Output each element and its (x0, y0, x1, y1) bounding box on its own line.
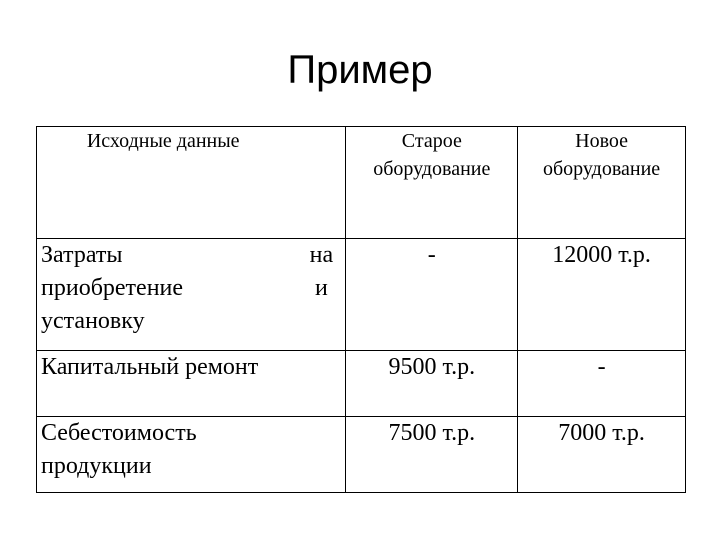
cell-old-value: 9500 т.р. (346, 351, 518, 417)
header-new-line1: Новое (575, 130, 629, 152)
row-label-side-word: и (315, 275, 328, 301)
row-label-line: приобретение (41, 275, 184, 301)
table-row (37, 417, 686, 493)
table-row (37, 239, 686, 351)
row-label-side-word: на (309, 242, 334, 268)
header-source-data (37, 127, 346, 239)
header-old-line2: оборудование (373, 158, 491, 180)
table-row (37, 351, 686, 417)
row-label-cost (37, 417, 346, 493)
cell-old-value: - (346, 239, 518, 351)
row-label-acquisition (37, 239, 346, 351)
cell-new-value: 12000 т.р. (518, 239, 686, 351)
table-header-row (37, 127, 686, 239)
header-new-equipment (518, 127, 686, 239)
cell-new-value: - (518, 351, 686, 417)
comparison-table (36, 126, 686, 493)
row-label-line: Затраты (41, 242, 123, 268)
header-source-data-label: Исходные данные (86, 130, 240, 152)
header-new-line2: оборудование (543, 158, 661, 180)
row-label-line: продукции (41, 453, 152, 479)
cell-new-value: 7000 т.р. (518, 417, 686, 493)
header-old-line1: Старое (401, 130, 462, 152)
slide-title: Пример (287, 48, 433, 92)
header-old-equipment (346, 127, 518, 239)
row-label-line: установку (41, 308, 145, 334)
row-label-line: Себестоимость (41, 420, 197, 446)
row-label-capital-repair: Капитальный ремонт (37, 351, 346, 417)
cell-old-value: 7500 т.р. (346, 417, 518, 493)
